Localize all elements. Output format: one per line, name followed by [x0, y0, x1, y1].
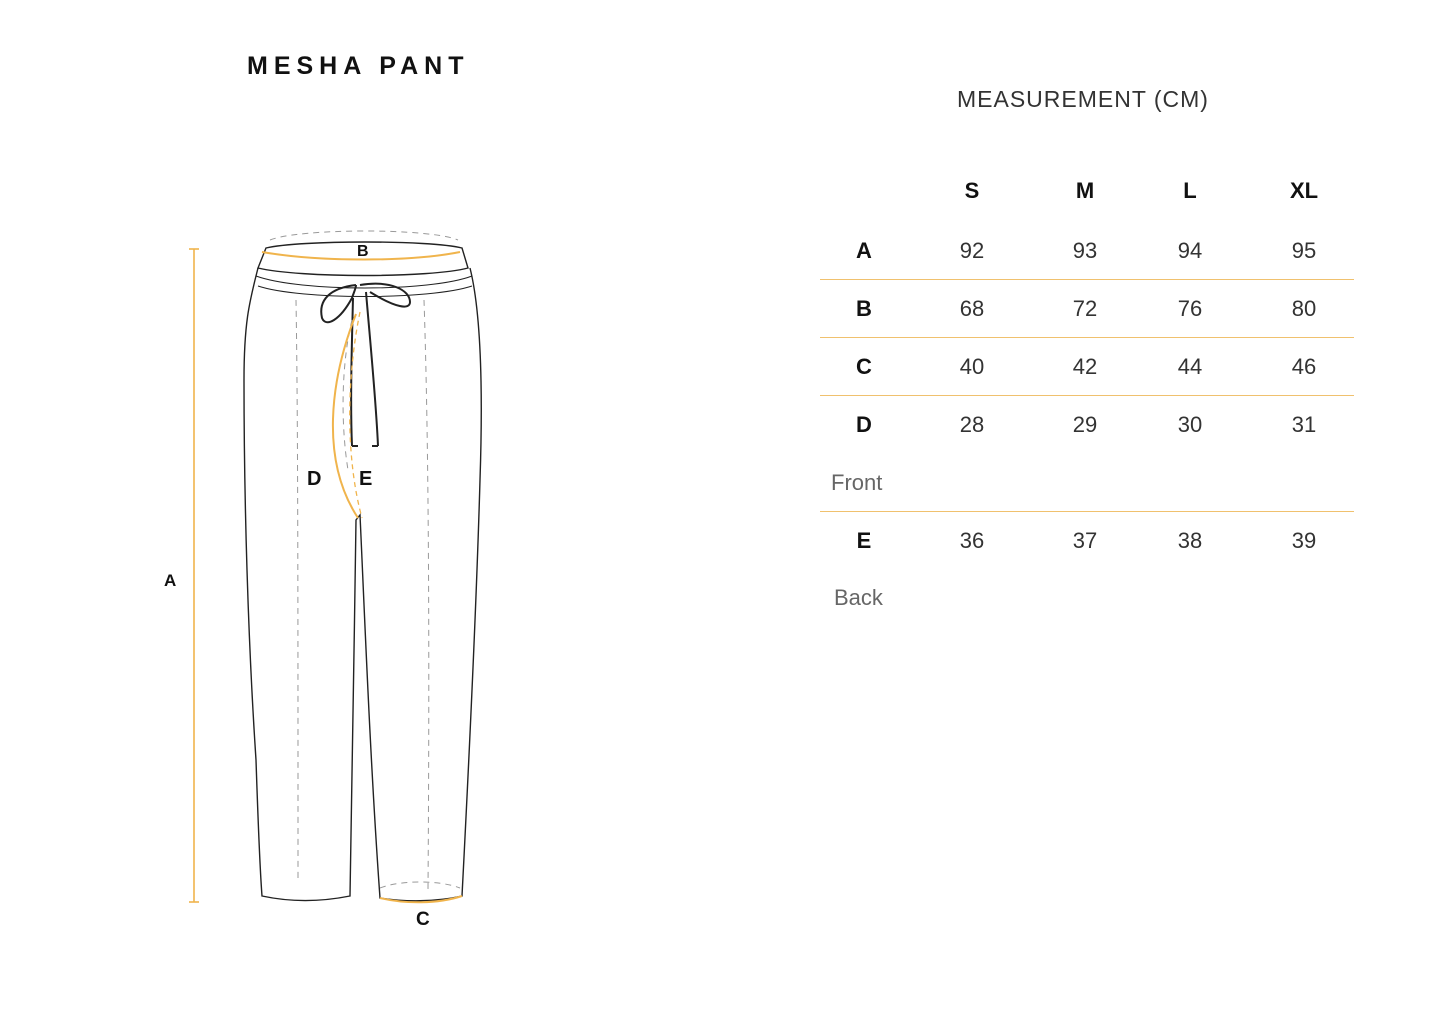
table-cell: 28 [959, 412, 985, 437]
table-cell: 39 [1291, 528, 1317, 553]
table-cell: 93 [1072, 238, 1098, 263]
table-cell: 37 [1072, 528, 1098, 553]
row-label-d: D [856, 412, 872, 437]
table-cell: 72 [1072, 296, 1098, 321]
table-cell: 46 [1291, 354, 1317, 379]
size-header-s: S [964, 178, 980, 203]
table-cell: 36 [959, 528, 985, 553]
measurement-title: MEASUREMENT (CM) [957, 86, 1209, 112]
measure-d-curve [333, 314, 358, 518]
product-title: MESHA PANT [247, 52, 470, 80]
table-cell: 92 [959, 238, 985, 263]
table-cell: 68 [959, 296, 985, 321]
row-divider [820, 511, 1354, 512]
row-label-c: C [856, 354, 872, 379]
pant-outline [244, 242, 481, 901]
row-label-a: A [856, 238, 872, 263]
diagram-label-e: E [359, 468, 373, 490]
measure-accents [262, 252, 462, 902]
table-cell: 80 [1291, 296, 1317, 321]
table-cell: 95 [1291, 238, 1317, 263]
diagram-label-b: B [357, 243, 369, 260]
row-label-e: E [856, 528, 872, 553]
table-cell: 29 [1072, 412, 1098, 437]
pant-stitching [270, 231, 460, 890]
table-cell: 42 [1072, 354, 1098, 379]
table-cell: 31 [1291, 412, 1317, 437]
row-divider [820, 395, 1354, 396]
table-cell: 30 [1177, 412, 1203, 437]
diagram-label-d: D [307, 468, 322, 490]
table-cell: 38 [1177, 528, 1203, 553]
measure-a-line [189, 249, 199, 902]
table-cell: 44 [1177, 354, 1203, 379]
pant-diagram [0, 0, 700, 1022]
diagram-label-c: C [416, 909, 430, 930]
table-cell: 76 [1177, 296, 1203, 321]
table-cell: 94 [1177, 238, 1203, 263]
note-back: Back [834, 585, 883, 610]
note-front: Front [831, 470, 883, 495]
row-divider [820, 337, 1354, 338]
size-header-l: L [1183, 178, 1197, 203]
row-divider [820, 279, 1354, 280]
row-label-b: B [856, 296, 872, 321]
diagram-label-a: A [164, 571, 177, 590]
table-cell: 40 [959, 354, 985, 379]
size-header-xl: XL [1289, 178, 1319, 203]
size-header-m: M [1075, 178, 1095, 203]
